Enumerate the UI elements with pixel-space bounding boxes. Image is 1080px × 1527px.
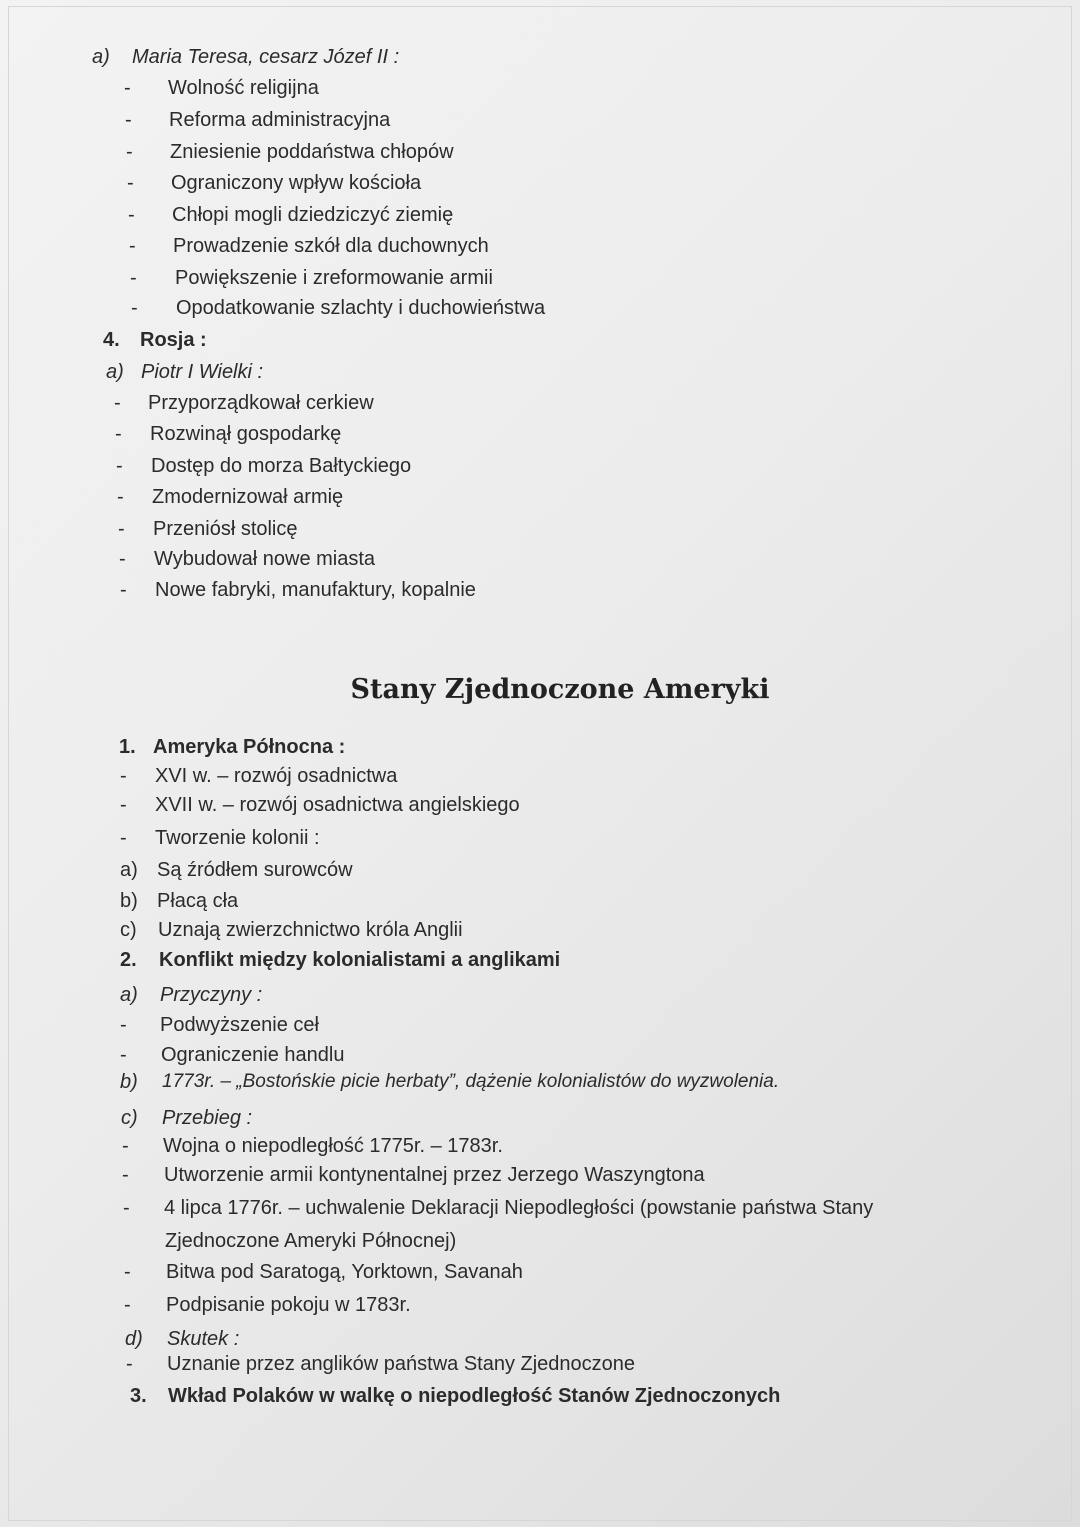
list-item: Ograniczenie handlu [161,1044,345,1066]
dash: - [117,486,124,508]
sub-heading: Skutek : [167,1328,240,1350]
dash: - [125,109,132,131]
dash: - [124,1261,131,1283]
list-item: Prowadzenie szkół dla duchownych [173,235,489,257]
list-marker: b) [120,890,138,912]
list-item: Rozwinął gospodarkę [150,423,342,445]
dash: - [124,1294,131,1316]
list-marker: a) [106,361,124,383]
dash: - [120,1044,127,1066]
list-item: Chłopi mogli dziedziczyć ziemię [172,204,454,226]
list-item: Uznają zwierzchnictwo króla Anglii [158,919,463,941]
list-item: Powiększenie i zreformowanie armii [175,267,493,289]
list-item: Zmodernizował armię [152,486,344,508]
list-item: 1773r. – „Bostońskie picie herbaty”, dążenie kolonialistów do wyzwolenia. [162,1071,780,1092]
dash: - [120,1014,127,1036]
list-item: Przeniósł stolicę [153,518,298,540]
list-item: Płacą cła [157,890,239,912]
list-item: Są źródłem surowców [157,859,353,881]
dash: - [122,1135,129,1157]
section-heading: Konflikt między kolonialistami a anglikami [159,949,561,971]
list-item: Bitwa pod Saratogą, Yorktown, Savanah [166,1261,523,1283]
dash: - [126,1353,133,1375]
list-item: Podpisanie pokoju w 1783r. [166,1294,411,1316]
dash: - [130,267,137,289]
list-item: Zniesienie poddaństwa chłopów [170,141,454,163]
dash: - [120,765,127,787]
list-item: Wojna o niepodległość 1775r. – 1783r. [163,1135,503,1157]
dash: - [124,77,131,99]
list-item: Uznanie przez anglików państwa Stany Zjednoczone [167,1353,636,1375]
list-item: Wolność religijna [168,77,319,99]
list-item: XVII w. – rozwój osadnictwa angielskiego [155,794,520,816]
list-item: 4 lipca 1776r. – uchwalenie Deklaracji Niepodległości (powstanie państwa Stany [164,1197,874,1219]
dash: - [120,794,127,816]
section-heading: Wkład Polaków w walkę o niepodległość Stanów Zjednoczonych [168,1385,781,1407]
list-marker: a) [120,859,138,881]
section-number: 1. [119,736,136,758]
page-title: Stany Zjednoczone Ameryki [350,674,770,705]
list-item: Utworzenie armii kontynentalnej przez Jerzego Waszyngtona [164,1164,705,1186]
section-number: 2. [120,949,137,971]
list-item: Wybudował nowe miasta [154,548,376,570]
dash: - [126,141,133,163]
list-item-continuation: Zjednoczone Ameryki Północnej) [165,1230,457,1252]
list-item: Reforma administracyjna [169,109,391,131]
dash: - [123,1197,130,1219]
section-number: 4. [103,329,120,351]
section-heading: Ameryka Północna : [153,736,346,758]
dash: - [120,827,127,849]
list-item: Podwyższenie ceł [160,1014,319,1036]
list-marker: a) [120,984,138,1006]
section-heading: Maria Teresa, cesarz Józef II : [132,46,400,68]
sub-heading: Przyczyny : [160,984,263,1006]
sub-heading: Przebieg : [162,1107,253,1129]
list-item: Opodatkowanie szlachty i duchowieństwa [176,297,546,319]
list-marker: b) [120,1071,138,1093]
list-item: Tworzenie kolonii : [155,827,320,849]
list-item: Dostęp do morza Bałtyckiego [151,455,412,477]
dash: - [122,1164,129,1186]
list-item: XVI w. – rozwój osadnictwa [155,765,398,787]
list-item: Przyporządkował cerkiew [148,392,374,414]
dash: - [115,423,122,445]
dash: - [114,392,121,414]
section-heading: Rosja : [140,329,207,351]
dash: - [120,579,127,601]
dash: - [119,548,126,570]
list-marker: d) [125,1328,143,1350]
list-marker: a) [92,46,110,68]
dash: - [127,172,134,194]
list-marker: c) [121,1107,138,1129]
dash: - [131,297,138,319]
list-marker: c) [120,919,137,941]
dash: - [128,204,135,226]
dash: - [116,455,123,477]
dash: - [118,518,125,540]
dash: - [129,235,136,257]
list-item: Nowe fabryki, manufaktury, kopalnie [155,579,476,601]
section-number: 3. [130,1385,147,1407]
sub-heading: Piotr I Wielki : [141,361,264,383]
list-item: Ograniczony wpływ kościoła [171,172,422,194]
